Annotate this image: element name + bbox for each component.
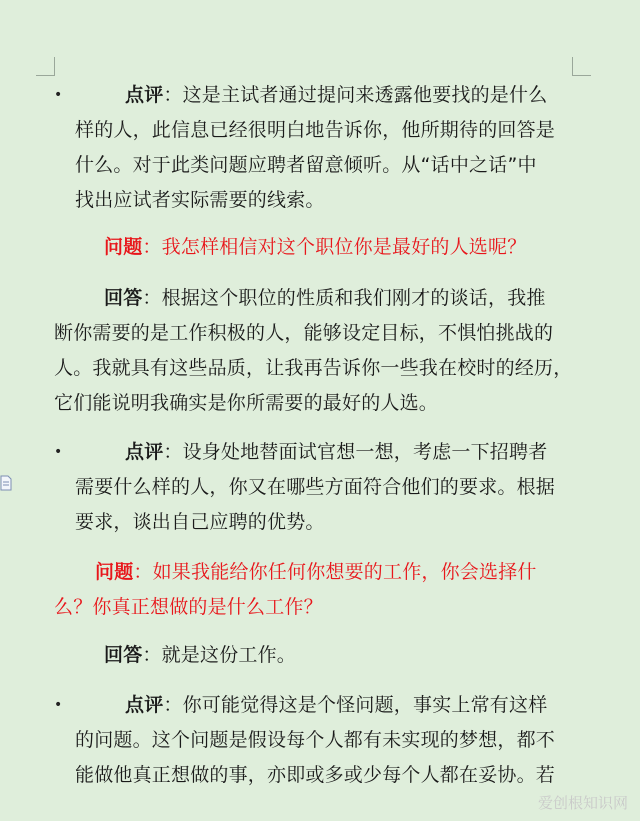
- answer-paragraph: [0, 281, 600, 421]
- crop-mark-top-right: [572, 57, 591, 76]
- question-paragraph: [0, 555, 600, 625]
- text-line: ：就是这份工作。: [142, 644, 297, 666]
- text-line: ：根据这个职位的性质和我们刚才的谈话，我推: [142, 287, 546, 309]
- text-line: ：你可能觉得这是个怪问题，事实上常有这样: [163, 694, 548, 716]
- answer-label: 回答: [104, 644, 143, 666]
- text-line: 要求，谈出自己应聘的优势。: [75, 511, 325, 533]
- watermark: 爱创根知识网: [537, 794, 628, 812]
- comment-paragraph: [0, 435, 600, 540]
- bullet: •: [54, 87, 63, 103]
- bullet: •: [54, 444, 63, 460]
- question-paragraph: [104, 230, 624, 265]
- comment-paragraph: [0, 688, 600, 793]
- text-line: 能做他真正想做的事，亦即或多或少每个人都在妥协。若: [75, 764, 556, 786]
- document-icon[interactable]: [0, 475, 12, 491]
- text-line: ：如果我能给你任何你想要的工作，你会选择什: [133, 561, 537, 583]
- comment-label: 点评: [125, 441, 164, 463]
- text-line: ：我怎样相信对这个职位你是最好的人选呢？: [142, 236, 527, 258]
- text-line: 它们能说明我确实是你所需要的最好的人选。: [54, 392, 439, 414]
- crop-mark-top-left: [36, 57, 55, 76]
- answer-label: 回答: [104, 287, 143, 309]
- comment-paragraph: [0, 78, 600, 218]
- text-line: 找出应试者实际需要的线索。: [75, 189, 325, 211]
- text-line: 什么。对于此类问题应聘者留意倾听。从“话中之话”中: [75, 154, 537, 176]
- bullet: •: [54, 697, 63, 713]
- text-line: 断你需要的是工作积极的人，能够设定目标，不惧怕挑战的: [54, 322, 554, 344]
- text-line: 需要什么样的人，你又在哪些方面符合他们的要求。根据: [75, 476, 556, 498]
- text-line: ：设身处地替面试官想一想，考虑一下招聘者: [163, 441, 548, 463]
- text-line: 样的人，此信息已经很明白地告诉你，他所期待的回答是: [75, 119, 556, 141]
- question-label: 问题: [95, 561, 134, 583]
- text-line: ：这是主试者通过提问来透露他要找的是什么: [163, 84, 548, 106]
- text-line: 的问题。这个问题是假设每个人都有未实现的梦想，都不: [75, 729, 556, 751]
- text-line: 人。我就具有这些品质，让我再告诉你一些我在校时的经历，: [54, 357, 573, 379]
- answer-paragraph: [104, 638, 604, 673]
- question-label: 问题: [104, 236, 143, 258]
- comment-label: 点评: [125, 84, 164, 106]
- comment-label: 点评: [125, 694, 164, 716]
- text-line: 么？你真正想做的是什么工作？: [54, 596, 323, 618]
